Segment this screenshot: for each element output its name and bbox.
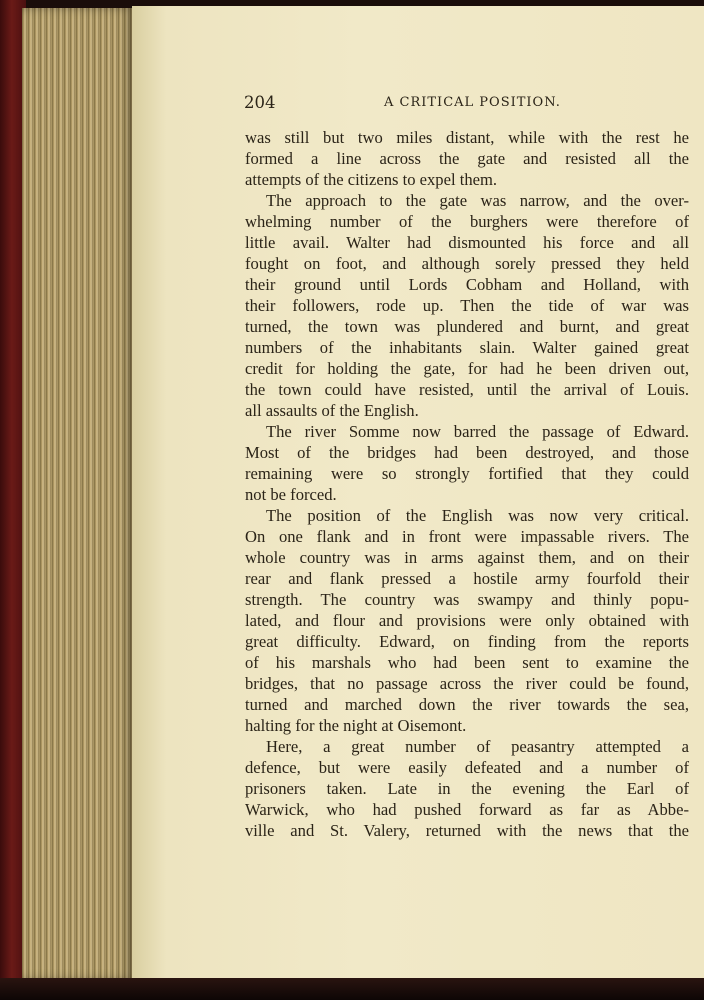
text-line: rear and flank pressed a hostile army fourfold their xyxy=(245,569,689,588)
text-line: The position of the English was now very critical. xyxy=(266,506,689,525)
text-line: whelming number of the burghers were therefore of xyxy=(245,212,689,231)
book-bottom-edge xyxy=(0,978,704,1000)
page-edges xyxy=(22,8,134,980)
text-line: not be forced. xyxy=(245,485,337,504)
text-line: their ground until Lords Cobham and Holland, with xyxy=(245,275,689,294)
text-line: halting for the night at Oisemont. xyxy=(245,716,467,735)
text-line: was still but two miles distant, while with the rest he xyxy=(245,128,689,147)
text-line: lated, and flour and provisions were only obtained with xyxy=(245,611,689,630)
text-line: whole country was in arms against them, and on their xyxy=(245,548,689,567)
text-line: The approach to the gate was narrow, and the over- xyxy=(266,191,689,210)
text-line: turned, the town was plundered and burnt, and great xyxy=(245,317,689,336)
text-line: Here, a great number of peasantry attempted a xyxy=(266,737,689,756)
text-line: turned and marched down the river towards the sea, xyxy=(245,695,689,714)
text-line: all assaults of the English. xyxy=(245,401,419,420)
body-text xyxy=(245,127,689,841)
text-line: The river Somme now barred the passage of Edward. xyxy=(266,422,689,441)
text-line: fought on foot, and although sorely pressed they held xyxy=(245,254,689,273)
text-line: the town could have resisted, until the arrival of Louis. xyxy=(245,380,689,399)
text-line: their followers, rode up. Then the tide of war was xyxy=(245,296,689,315)
text-line: prisoners taken. Late in the evening the Earl of xyxy=(245,779,689,798)
page-number: 204 xyxy=(244,93,276,112)
text-line: Most of the bridges had been destroyed, and those xyxy=(245,443,689,462)
text-line: of his marshals who had been sent to examine the xyxy=(245,653,689,672)
text-line: ville and St. Valery, returned with the news that the xyxy=(245,821,689,840)
text-line: strength. The country was swampy and thinly popu- xyxy=(245,590,689,609)
running-title: A CRITICAL POSITION. xyxy=(384,95,561,110)
text-line: attempts of the citizens to expel them. xyxy=(245,170,498,189)
text-line: Warwick, who had pushed forward as far as Abbe- xyxy=(245,800,689,819)
text-line: bridges, that no passage across the river could be found, xyxy=(245,674,689,693)
text-line: formed a line across the gate and resisted all the xyxy=(245,149,689,168)
text-line: numbers of the inhabitants slain. Walter gained great xyxy=(245,338,689,357)
text-line: On one flank and in front were impassable rivers. The xyxy=(245,527,689,546)
text-line: remaining were so strongly fortified that they could xyxy=(245,464,689,483)
text-line: great difficulty. Edward, on finding from the reports xyxy=(245,632,689,651)
text-line: credit for holding the gate, for had he been driven out, xyxy=(245,359,689,378)
text-line: defence, but were easily defeated and a number of xyxy=(245,758,689,777)
text-line: little avail. Walter had dismounted his force and all xyxy=(245,233,689,252)
